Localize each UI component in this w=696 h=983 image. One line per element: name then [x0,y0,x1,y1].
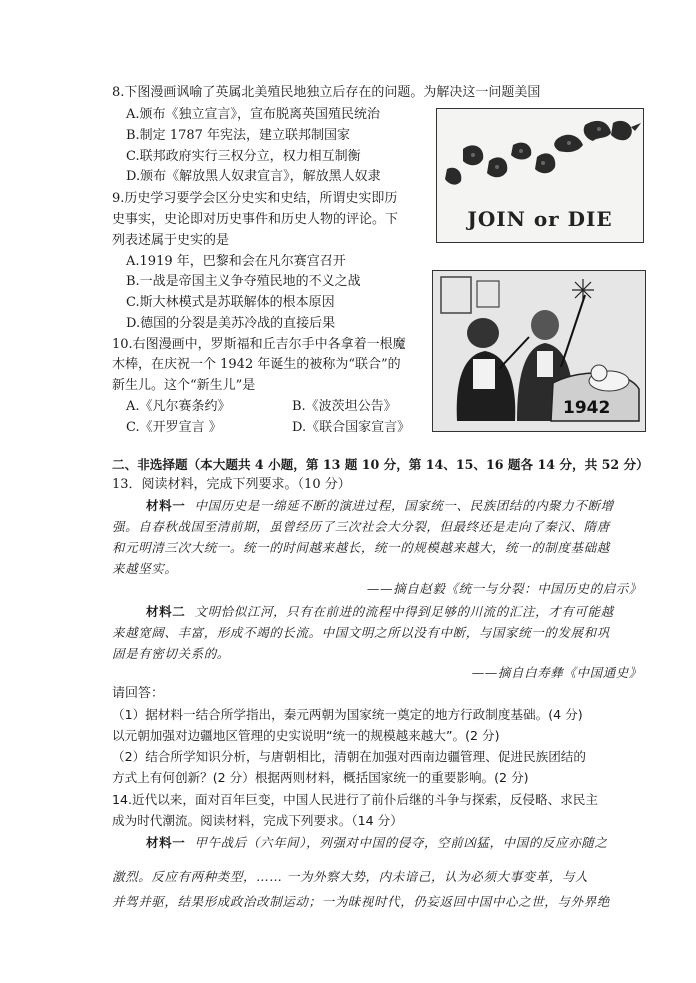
q13-material-2-line-1: 文明恰似江河，只有在前进的流程中得到足够的川流的汇注，才有可能越 [194,604,614,619]
q14-title-line-1: 14.近代以来，面对百年巨变，中国人民进行了前仆后继的斗争与探索，反侵略、求民主 [112,792,598,807]
section-2-heading: 二、非选择题（本大题共 4 小题，第 13 题 10 分，第 14、15、16 题各 14 分，共 52 分） [112,457,649,472]
q13-material-1-source: ——摘自赵毅《统一与分裂：中国历史的启示》 [366,581,642,596]
q13-material-1-line-4: 来越坚实。 [112,561,178,576]
q14-material-1-line-1: 甲午战后（六年间），列强对中国的侵夺，空前凶猛，中国的反应亦随之 [194,835,608,850]
q13-sub-question-2b: 方式上有何创新？(2 分）根据两则材料，概括国家统一的重要影响。(2 分) [112,770,529,785]
q9-stem-line-1: 9.历史学习要学会区分史实和史结，所谓史实即历 [112,191,398,206]
join-or-die-cartoon [436,108,644,243]
q13-sub-question-1a: （1）据材料一结合所学指出，秦元两朝为国家统一奠定的地方行政制度基础。(4 分) [112,707,583,722]
q9-option-c: C.斯大林模式是苏联解体的根本原因 [126,295,335,310]
q13-sub-question-1b: 以元朝加强对边疆地区管理的史实说明“统一的规模越来越大”。(2 分) [112,728,500,743]
q8-option-c: C.联邦政府实行三权分立，权力相互制衡 [126,149,361,164]
q10-stem-line-1: 10.右图漫画中，罗斯福和丘吉尔手中各拿着一根魔 [112,337,406,352]
q13-material-1-label: 材料一 [146,498,186,513]
q13-material-2-line-3: 固是有密切关系的。 [112,646,230,661]
q10-option-a: A.《凡尔赛条约》 [126,399,231,414]
q10-stem-line-3: 新生儿。这个“新生儿”是 [112,378,256,393]
join-or-die-caption: JOIN or DIE [467,207,613,231]
q9-option-d: D.德国的分裂是美苏冷战的直接后果 [126,316,336,331]
q10-option-d: D.《联合国家宣言》 [292,420,411,435]
q13-material-2-label: 材料二 [146,604,186,619]
q10-option-b: B.《波茨坦公告》 [292,399,397,414]
q9-stem-line-3: 列表述属于史实的是 [112,233,230,248]
q13-prompt: 请回答： [112,686,165,701]
q9-option-a: A.1919 年，巴黎和会在凡尔赛宫召开 [126,254,346,269]
newborn-cartoon-icon [433,271,645,431]
q9-option-b: B.一战是帝国主义争夺殖民地的不义之战 [126,274,361,289]
q9-stem-line-2: 史事实，史论即对历史事件和历史人物的评论。下 [112,212,399,227]
q14-material-1-line-3: 并驾并驱，结果形成政治改制运动；一为昧视时代，仍妄返回中国中心之世，与外界绝 [112,894,610,909]
q8-option-d: D.颁布《解放黑人奴隶宣言》，解放黑人奴隶 [126,169,381,184]
q13-sub-question-2a: （2）结合所学知识分析，与唐朝相比，清朝在加强对西南边疆管理、促进民族团结的 [112,749,586,764]
cartoon-year-label: 1942 [563,398,611,418]
q8-stem: 8.下图漫画讽喻了英属北美殖民地独立后存在的问题。为解决这一问题美国 [112,85,541,100]
q13-material-2-line-2: 来越宽阔、丰富，形成不竭的长流。中国文明之所以没有中断，与国家统一的发展和巩 [112,625,610,640]
q14-material-1-line-2: 激烈。反应有两种类型，…… 一为外察大势，内未谙己，认为必须大事变革，与人 [112,869,589,884]
q14-material-1-label: 材料一 [146,835,186,850]
q10-option-c: C.《开罗宣言 》 [126,420,222,435]
roosevelt-churchill-cartoon [432,270,646,432]
q13-material-1-line-1: 中国历史是一绵延不断的演进过程，国家统一、民族团结的内聚力不断增 [194,498,614,513]
q10-stem-line-2: 木棒，在庆祝一个 1942 年诞生的被称为“联合”的 [112,357,401,372]
q13-title: 13．阅读材料，完成下列要求。（10 分） [112,477,351,492]
q14-title-line-2: 成为时代潮流。阅读材料，完成下列要求。（14 分） [112,813,403,828]
q8-option-b: B.制定 1787 年宪法，建立联邦制国家 [126,128,351,143]
q13-material-1-line-3: 和元明清三次大统一。统一的时间越来越长，统一的规模越来越大，统一的制度基础越 [112,540,610,555]
q8-option-a: A.颁布《独立宣言》，宣布脱离英国殖民统治 [126,107,381,122]
q13-material-2-source: ——摘自白寿彝《中国通史》 [471,665,642,680]
q13-material-1-line-2: 强。自春秋战国至清前期，虽曾经历了三次社会大分裂，但最终还是走向了秦汉、隋唐 [112,519,610,534]
